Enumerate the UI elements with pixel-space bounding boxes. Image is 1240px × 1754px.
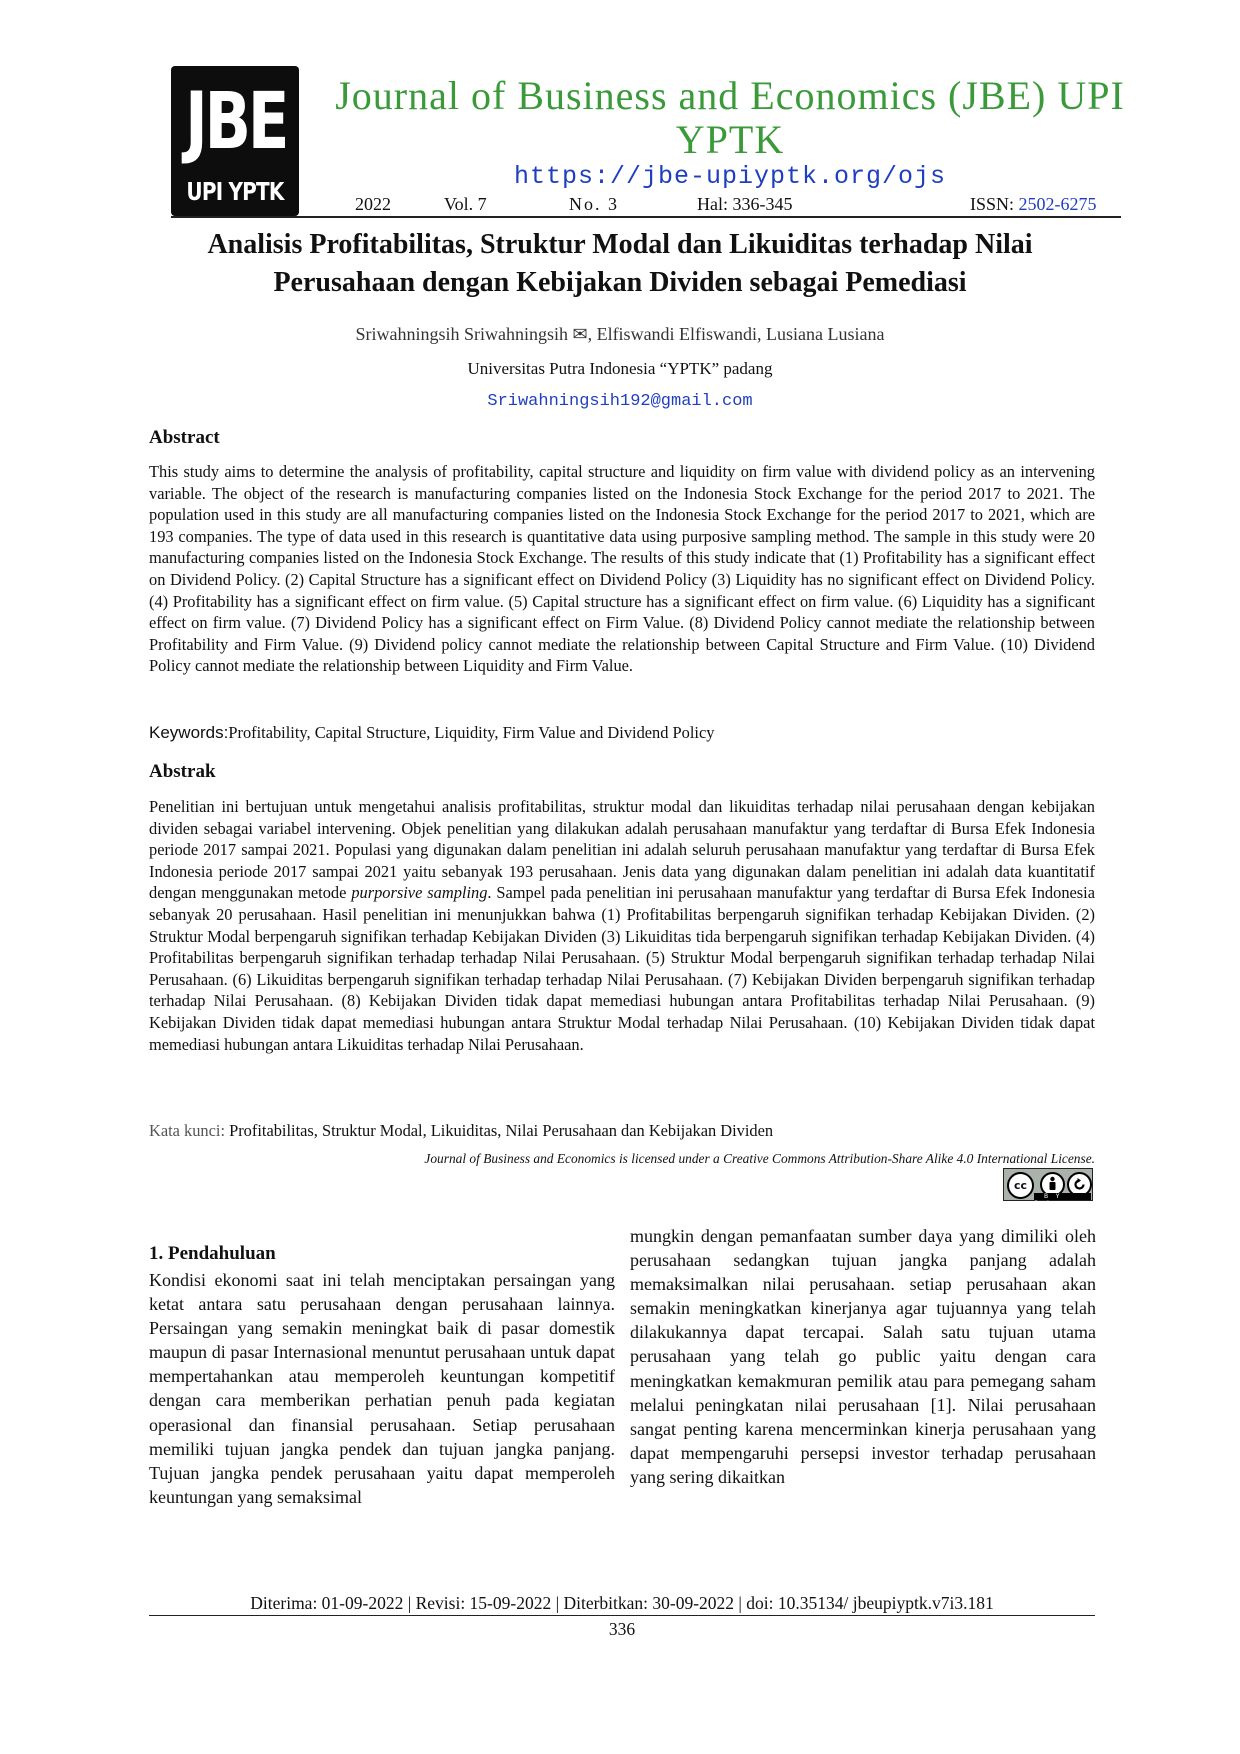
issn-number[interactable]: 2502-6275 (1018, 194, 1097, 214)
journal-logo (171, 66, 299, 216)
abstrak-text (149, 796, 1095, 1055)
logo-main-text: JBE (185, 77, 287, 167)
issue-volume: Vol. 7 (444, 194, 487, 214)
footer-dates: Diterima: 01-09-2022 | Revisi: 15-09-2022 | Diterbitkan: 30-09-2022 | doi: 10.35134/ jbeupiyptk.v7i3.181 (250, 1593, 994, 1613)
issn (970, 192, 1097, 216)
keywords (149, 722, 1095, 744)
kata-kunci-label: Kata kunci: (149, 1121, 230, 1140)
keywords-value: Profitability, Capital Structure, Liquidity, Firm Value and Dividend Policy (228, 723, 715, 742)
issue-number: No. 3 (569, 194, 619, 214)
affiliation: Universitas Putra Indonesia “YPTK” padang (467, 359, 773, 378)
issue-pages: Hal: 336-345 (697, 194, 793, 214)
issn-label: ISSN: (970, 194, 1015, 214)
abstract-heading: Abstract (149, 427, 220, 448)
abstrak-text-part2: . Sampel pada penelitian ini perusahaan manufaktur yang terdaftar di Bursa Efek Indonesia sebanyak 20 perusahaan. Hasil penelitian ini menunjukkan bahwa (1) Profitabilitas berpengaruh signifikan terhadap Kebijakan Dividen. (2) Struktur Modal berpengaruh signifikan terhadap Kebijakan Dividen (3) Likuiditas tida berpengaruh signifikan terhadap Kebijakan Dividen. (4) Profitabilitas berpengaruh signifikan terhadap terhadap Nilai Perusahaan. (5) Struktur Modal berpengaruh signifikan terhadap terhadap Nilai Perusahaan. (6) Likuiditas berpengaruh signifikan terhadap terhadap Nilai Perusahaan. (7) Kebijakan Dividen berpengaruh signifikan terhadap terhadap Nilai Perusahaan. (8) Kebijakan Dividen tidak dapat memediasi hubungan antara Profitabilitas terhadap Nilai Perusahaan. (9) Kebijakan Dividen tidak dapat memediasi hubungan antara Struktur Modal terhadap Nilai Perusahaan. (10) Kebijakan Dividen tidak dapat memediasi hubungan antara Likuiditas terhadap Nilai Perusahaan. (149, 883, 1095, 1054)
author-email[interactable]: Sriwahningsih192@gmail.com (487, 392, 753, 411)
issue-info (355, 192, 1120, 216)
cc-badge-label: BY SA (1034, 1193, 1091, 1200)
footer-divider (149, 1615, 1095, 1616)
abstract-text: This study aims to determine the analysis of profitability, capital structure and liquidity on firm value with dividend policy as an intervening variable. The object of the research is manufacturing companies listed on the Indonesia Stock Exchange for the period 2017 to 2021. The population used in this study are all manufacturing companies listed on the Indonesia Stock Exchange for the period 2017 to 2021, which are 193 companies. The type of data used in this research is quantitative data using purposive sampling method. The sample in this study were 20 manufacturing companies listed on the Indonesia Stock Exchange. The results of this study indicate that (1) Profitability has a significant effect on Dividend Policy. (2) Capital Structure has a significant effect on Dividend Policy (3) Liquidity has no significant effect on Dividend Policy. (4) Profitability has a significant effect on firm value. (5) Capital structure has a significant effect on firm value. (6) Liquidity has a significant effect on firm value. (7) Dividend Policy has a significant effect on Firm Value. (8) Dividend Policy cannot mediate the relationship between Profitability and Firm Value. (9) Dividend policy cannot mediate the relationship between Capital Structure and Firm Value. (10) Dividend Policy cannot mediate the relationship between Liquidity and Firm Value. (149, 462, 1095, 676)
body-right-column: mungkin dengan pemanfaatan sumber daya yang dimiliki oleh perusahaan sedangkan tujuan jangka panjang adalah memaksimalkan nilai perusahaan. setiap perusahaan akan semakin meningkatkan kinerjanya agar tujuannya yang telah dilakukannya dapat tercapai. Salah satu tujuan utama perusahaan yang telah go public yaitu dengan cara meningkatkan kemakmuran pemilik atau para pemegang saham melalui peningkatan nilai perusahaan [1]. Nilai perusahaan sangat penting karena mencerminkan kinerja perusahaan yang dapat mempengaruhi persepsi investor terhadap perusahaan yang sering dikaitkan (630, 1226, 1096, 1487)
issue-year: 2022 (355, 194, 391, 214)
journal-title: Journal of Business and Economics (JBE) UPI YPTK (335, 73, 1125, 162)
cc-license-badge[interactable] (1003, 1168, 1093, 1207)
paper-title: Analisis Profitabilitas, Struktur Modal dan Likuiditas terhadap Nilai Perusahaan dengan Kebijakan Dividen sebagai Pemediasi (207, 229, 1033, 298)
cc-icon: cc (1007, 1172, 1034, 1199)
logo-sub-text: UPI YPTK (186, 177, 284, 206)
page-number: 336 (608, 1619, 636, 1639)
kata-kunci (149, 1120, 1095, 1142)
abstrak-italic-term: purporsive sampling (351, 883, 488, 903)
license-notice[interactable]: Journal of Business and Economics is licensed under a Creative Commons Attribution-Share Alike 4.0 International License. (424, 1151, 1095, 1166)
author-list: Sriwahningsih Sriwahningsih ✉, Elfiswandi Elfiswandi, Lusiana Lusiana (355, 324, 885, 344)
section-heading-introduction: 1. Pendahuluan (149, 1243, 276, 1264)
abstrak-heading: Abstrak (149, 761, 216, 782)
journal-url[interactable]: https://jbe-upiyptk.org/ojs (513, 162, 947, 191)
header-divider (171, 216, 1121, 218)
abstrak-text-part1: Penelitian ini bertujuan untuk mengetahui analisis profitabilitas, struktur modal dan likuiditas terhadap nilai perusahaan dengan kebijakan dividen sebagai variabel intervening. Objek penelitian yang dilakukan adalah perusahaan manufaktur yang terdaftar di Bursa Efek Indonesia periode 2017 sampai 2021. Populasi yang digunakan dalam penelitian ini adalah seluruh perusahaan manufaktur yang terdaftar di Bursa Efek Indonesia periode 2017 sampai 2021 yaitu sebanyak 193 perusahaan. Jenis data yang digunakan dalam penelitian ini adalah data kuantitatif dengan menggunakan metode (149, 797, 1095, 903)
keywords-label: Keywords: (149, 723, 229, 742)
body-left-column: Kondisi ekonomi saat ini telah menciptakan persaingan yang ketat antara satu perusahaan dengan perusahaan lainnya. Persaingan yang semakin meningkat baik di pasar domestik maupun di pasar Internasional menuntut perusahaan untuk dapat mempertahankan atau memperoleh keuntungan kompetitif dengan cara memberikan perhatian penuh pada kegiatan operasional dan finansial perusahaan. Setiap perusahaan memiliki tujuan jangka pendek dan tujuan jangka panjang. Tujuan jangka pendek perusahaan yaitu dapat memperoleh keuntungan yang semaksimal (149, 1270, 615, 1507)
kata-kunci-value: Profitabilitas, Struktur Modal, Likuiditas, Nilai Perusahaan dan Kebijakan Dividen (229, 1121, 774, 1140)
